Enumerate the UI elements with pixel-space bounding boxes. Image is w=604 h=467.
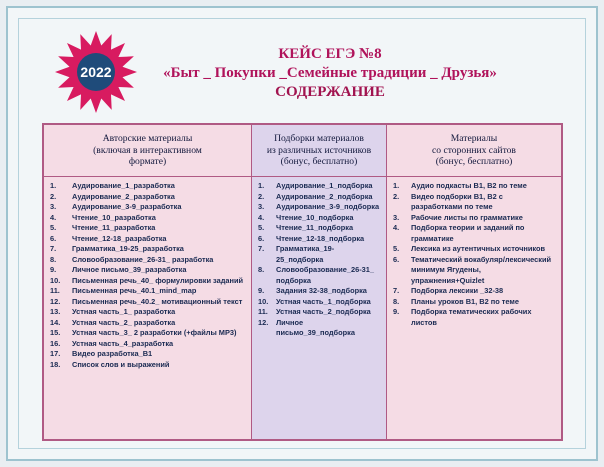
- document-title: [130, 45, 530, 102]
- list-item: [50, 328, 245, 339]
- list-item-number: 4.: [258, 212, 265, 222]
- list-item-number: 5.: [50, 223, 57, 232]
- list-item-text: Подборка лексики _32-38: [411, 286, 504, 295]
- list-item-text: Аудирование_1_разработка: [72, 181, 175, 190]
- list-item: [393, 307, 555, 328]
- list-item-text: Список слов и выражений: [72, 359, 170, 369]
- list-item: [50, 234, 245, 245]
- list-item-text: Устная часть_4_разработка: [72, 338, 174, 348]
- list-item-number: 16.: [50, 338, 61, 348]
- list-item-text: Устная часть_1_ разработка: [72, 307, 176, 316]
- contents-table: [42, 123, 563, 441]
- list-item: [393, 286, 555, 297]
- list-item-text: Рабочие листы по грамматике: [411, 212, 523, 222]
- column-body-third-party: [387, 177, 561, 439]
- column-header-line: со сторонних сайтов: [432, 144, 516, 156]
- list-item: [50, 223, 245, 234]
- list-item: [50, 360, 245, 371]
- list-item-text: Планы уроков В1, В2 по теме: [411, 296, 519, 306]
- list-item: [258, 265, 380, 286]
- list-item: [258, 307, 380, 318]
- column-body-collections: [252, 177, 387, 439]
- list-item-text: Чтение_11_разработка: [72, 223, 156, 232]
- list-item-number: 2.: [393, 191, 400, 201]
- list-item-number: 11.: [50, 286, 60, 295]
- list-item-text: Аудио подкасты В1, В2 по теме: [411, 181, 527, 190]
- list-item-text: Подборка теории и заданий по грамматике: [411, 223, 525, 243]
- column-body-authors: [44, 177, 252, 439]
- list-item: [393, 255, 555, 287]
- list-item: [50, 286, 245, 297]
- list-item-number: 14.: [50, 317, 61, 327]
- list-item-number: 9.: [393, 307, 400, 316]
- list-item-text: Аудирование_3-9_разработка: [72, 202, 182, 211]
- list-item-number: 6.: [393, 254, 400, 264]
- list-item-text: Письменная речь_40_ формулировки заданий: [72, 275, 244, 285]
- list-item: [393, 223, 555, 244]
- list-item: [50, 349, 245, 360]
- list-item-number: 7.: [393, 286, 400, 295]
- list-item-number: 18.: [50, 359, 61, 369]
- list-item-text: Устная часть_3_ 2 разработки (+файлы MP3): [72, 328, 237, 337]
- list-item: [258, 286, 380, 297]
- list-item-number: 5.: [258, 223, 265, 232]
- list-item: [50, 181, 245, 192]
- list-item: [50, 202, 245, 213]
- list-item: [258, 234, 380, 245]
- badge-year: 2022: [80, 64, 112, 80]
- list-item-text: Письменная речь_40.1_mind_map: [72, 286, 197, 295]
- list-item: [393, 244, 555, 255]
- list-item-text: Устная часть_2_подборка: [276, 307, 371, 316]
- list-item: [258, 202, 380, 213]
- list-item-text: Лексика из аутентичных источников: [411, 244, 546, 253]
- column-header-line: (бонус, бесплатно): [280, 156, 358, 168]
- list-item-number: 12.: [50, 296, 61, 306]
- list-item-number: 10.: [258, 296, 269, 306]
- year-badge: [50, 30, 142, 114]
- list-item: [258, 213, 380, 224]
- list-item-text: Грамматика_19-25_разработка: [72, 244, 184, 253]
- list-item: [258, 244, 380, 265]
- list-item-number: 9.: [50, 265, 57, 274]
- list-item: [258, 181, 380, 192]
- list-item-number: 1.: [50, 181, 57, 190]
- list-item-text: Видео подборки В1, В2 с разработками по теме: [411, 191, 503, 211]
- list-item-text: Чтение_11_подборка: [276, 223, 354, 232]
- list-item-number: 4.: [393, 223, 400, 232]
- list-item: [393, 297, 555, 308]
- list-item-text: Устная часть_2_ разработка: [72, 317, 176, 327]
- list-item: [50, 318, 245, 329]
- list-item-number: 7.: [258, 244, 265, 253]
- list-item: [258, 297, 380, 308]
- list-item-number: 17.: [50, 349, 61, 358]
- list-item-text: Тематический вокабуляр/лексический минимум Ягудены, упражнения+Quizlet: [411, 254, 552, 285]
- list-item-number: 1.: [258, 181, 265, 190]
- list-item-text: Аудирование_3-9_подборка: [276, 202, 380, 211]
- list-item-number: 13.: [50, 307, 61, 316]
- list-item-number: 6.: [258, 233, 265, 243]
- list-item-number: 11.: [258, 307, 268, 316]
- list-item-text: Чтение_10_разработка: [72, 212, 156, 222]
- list-item: [393, 192, 555, 213]
- list-item-number: 10.: [50, 275, 61, 285]
- list-item-text: Аудирование_1_подборка: [276, 181, 373, 190]
- list-item-text: Подборка тематических рабочих листов: [411, 307, 532, 327]
- list-item: [50, 339, 245, 350]
- list-item-text: Устная часть_1_подборка: [276, 296, 371, 306]
- list-item-number: 2.: [258, 191, 265, 201]
- list-item-text: Аудирование_2_разработка: [72, 191, 175, 201]
- title-line-3: СОДЕРЖАНИЕ: [275, 84, 385, 100]
- column-header-line: Авторские материалы: [102, 133, 193, 145]
- list-item-number: 8.: [50, 254, 57, 264]
- list-item-text: Словообразование_26-31_ разработка: [72, 254, 214, 264]
- list-item: [50, 265, 245, 276]
- column-header-line: Подборки материалов: [274, 133, 364, 145]
- list-item-text: Аудирование_2_подборка: [276, 191, 373, 201]
- list-item: [258, 223, 380, 234]
- list-item-number: 15.: [50, 328, 61, 337]
- list-item-number: 3.: [50, 202, 57, 211]
- list-item-number: 3.: [258, 202, 265, 211]
- list-item: [50, 276, 245, 287]
- list-item: [393, 181, 555, 192]
- column-header-third-party: [387, 125, 561, 177]
- column-header-line: Материалы: [450, 133, 498, 145]
- list-item: [50, 213, 245, 224]
- list-item-text: Грамматика_19-25_подборка: [276, 244, 335, 264]
- list-item-number: 4.: [50, 212, 57, 222]
- title-line-1: КЕЙС ЕГЭ №8: [278, 46, 382, 62]
- list-item: [393, 213, 555, 224]
- list-item-text: Видео разработка_В1: [72, 349, 153, 358]
- column-header-authors: [44, 125, 252, 177]
- list-item-text: Чтение_10_подборка: [276, 212, 354, 222]
- list-item: [258, 192, 380, 203]
- list-item-number: 2.: [50, 191, 57, 201]
- list-item: [258, 318, 380, 339]
- list-item-number: 6.: [50, 233, 57, 243]
- list-item-number: 7.: [50, 244, 57, 253]
- column-header-line: (включая в интерактивном: [93, 144, 202, 156]
- list-item-text: Письменная речь_40.2_ мотивационный текст: [72, 296, 243, 306]
- list-item-text: Чтение_12-18_разработка: [72, 233, 167, 243]
- list-item: [50, 255, 245, 266]
- column-header-line: формате): [128, 156, 167, 168]
- list-item-text: Личное письмо_39_подборка: [276, 317, 355, 337]
- list-item-number: 8.: [393, 296, 400, 306]
- column-header-line: (бонус, бесплатно): [435, 156, 513, 168]
- list-item: [50, 244, 245, 255]
- list-item-text: Личное письмо_39_разработка: [72, 265, 187, 274]
- list-item-text: Задания 32-38_подборка: [276, 286, 367, 295]
- list-item-text: Чтение_12-18_подборка: [276, 233, 365, 243]
- list-item-number: 9.: [258, 286, 265, 295]
- column-header-line: из различных источников: [266, 144, 372, 156]
- list-item: [50, 297, 245, 308]
- list-item-number: 1.: [393, 181, 400, 190]
- column-header-collections: [252, 125, 387, 177]
- list-item-text: Словообразование_26-31_ подборка: [276, 265, 375, 285]
- list-item-number: 5.: [393, 244, 400, 253]
- list-item-number: 3.: [393, 212, 400, 222]
- title-line-2: «Быт _ Покупки _Семейные традиции _ Друзья»: [163, 65, 497, 81]
- list-item-number: 8.: [258, 265, 265, 274]
- list-item: [50, 192, 245, 203]
- list-item: [50, 307, 245, 318]
- list-item-number: 12.: [258, 317, 269, 327]
